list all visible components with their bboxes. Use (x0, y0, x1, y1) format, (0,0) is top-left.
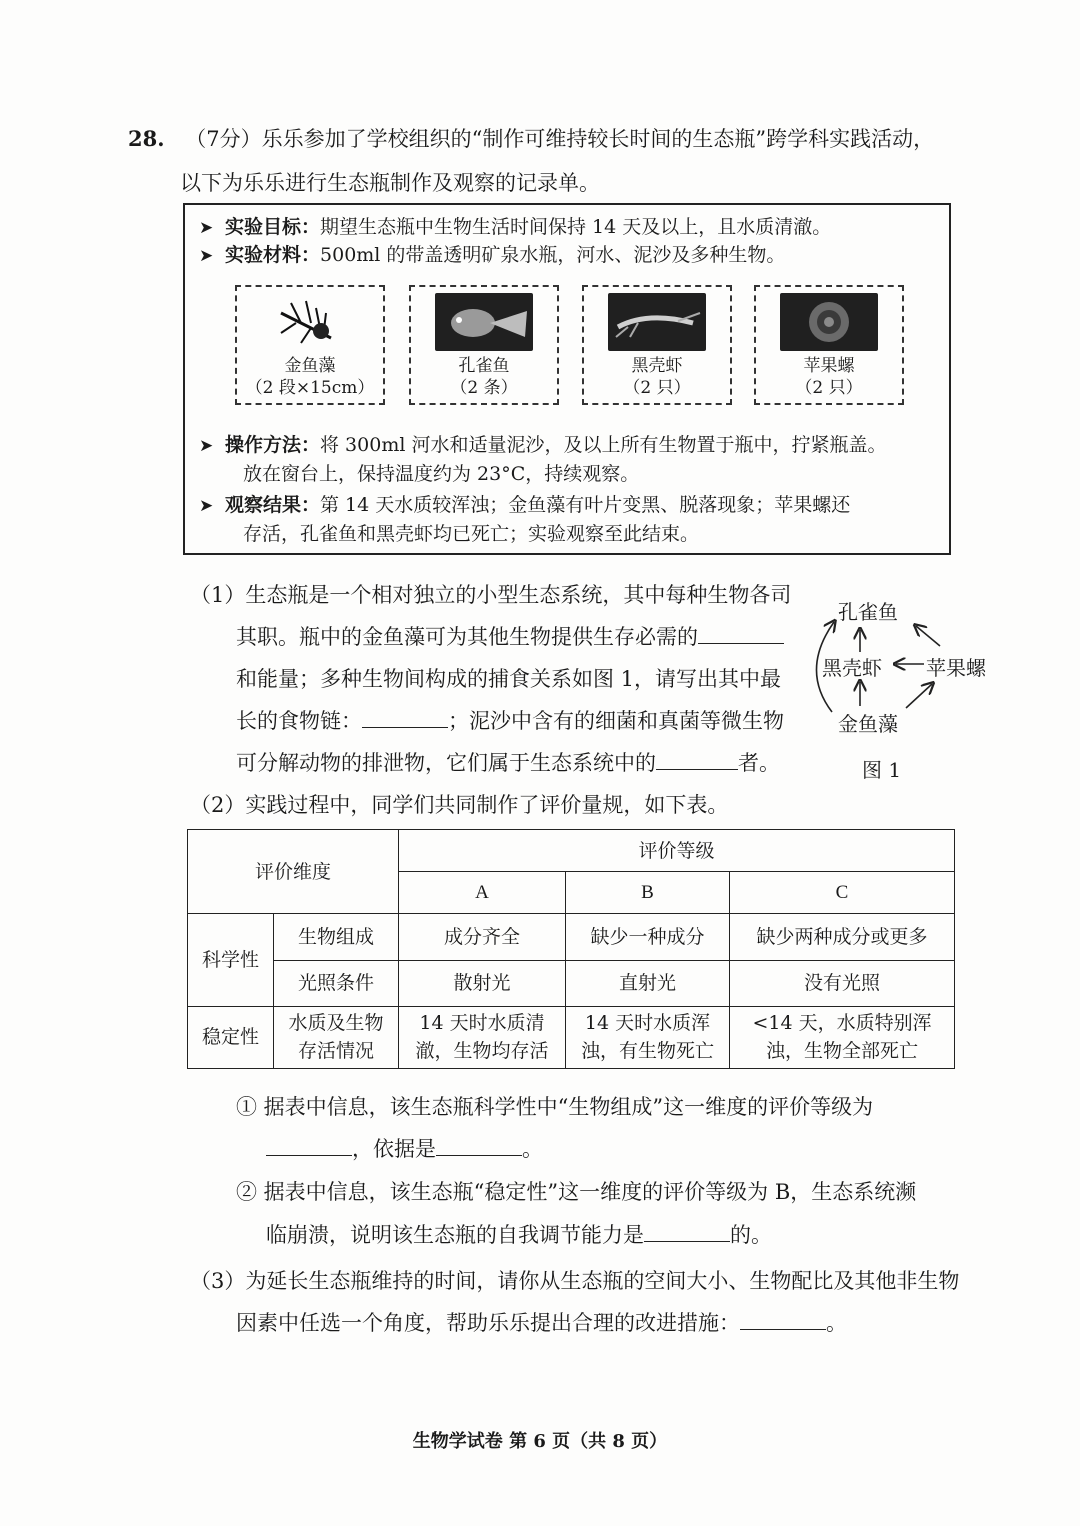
sub-light: 光照条件 (274, 960, 399, 1006)
stability-a-line2: 澈，生物均存活 (415, 1040, 549, 1063)
part1-line2 (236, 622, 784, 652)
sub-water-survival-line1: 水质及生物 (288, 1012, 384, 1035)
specimen-quantity: （2 只） (795, 378, 863, 398)
answer-blank-food-chain[interactable] (362, 707, 448, 728)
question-intro-line2: 以下为乐乐进行生态瓶制作及观察的记录单。 (180, 171, 600, 195)
composition-a: 成分齐全 (399, 914, 566, 960)
stability-a-line1: 14 天时水质清 (419, 1012, 545, 1035)
specimen-guppy (409, 285, 559, 405)
part3-line2 (236, 1308, 847, 1338)
part3-line1: （3）为延长生态瓶维持的时间，请你从生态瓶的空间大小、生物配比及其他非生物 (190, 1269, 960, 1293)
specimen-shrimp (582, 285, 732, 405)
node-hornwort: 金鱼藻 (838, 712, 898, 736)
grade-a: A (399, 872, 566, 914)
method-label: 操作方法： (225, 434, 321, 456)
sub-water-survival (274, 1006, 399, 1068)
result-label: 观察结果： (225, 494, 321, 516)
arrowhead-bullet-icon: ➤ (199, 246, 214, 266)
part1-line4 (236, 706, 784, 736)
composition-b: 缺少一种成分 (566, 914, 730, 960)
result-text-2: 存活，孔雀鱼和黑壳虾均已死亡；实验观察至此结束。 (243, 523, 700, 545)
answer-blank-reason[interactable] (436, 1135, 522, 1156)
stability-c (730, 1006, 955, 1068)
result-text-1: 第 14 天水质较浑浊；金鱼藻有叶片变黑、脱落现象；苹果螺还 (320, 494, 851, 516)
part1-line4-text-b: ；泥沙中含有的细菌和真菌等微生物 (448, 709, 784, 733)
figure1-caption: 图 1 (862, 758, 902, 782)
record-method (199, 431, 886, 460)
question-number: 28. (128, 126, 165, 151)
question-intro-line1: （7分）乐乐参加了学校组织的“制作可维持较长时间的生态瓶”跨学科实践活动， (185, 127, 935, 151)
part2-q1-text-b: ，依据是 (352, 1137, 436, 1161)
specimen-name: 黑壳虾 (631, 356, 683, 376)
grade-c: C (730, 872, 955, 914)
header-dimension: 评价维度 (188, 830, 399, 914)
node-apple-snail: 苹果螺 (926, 656, 986, 680)
specimen-quantity: （2 段×15cm） (245, 378, 375, 398)
materials-text: 500ml 的带盖透明矿泉水瓶，河水、泥沙及多种生物。 (320, 244, 786, 266)
light-a: 散射光 (399, 960, 566, 1006)
grade-b: B (566, 872, 730, 914)
apple-snail-photo (780, 293, 878, 351)
goal-label: 实验目标： (225, 216, 321, 238)
method-text-2: 放在窗台上，保持温度约为 23°C，持续观察。 (243, 463, 640, 485)
category-stability: 稳定性 (188, 1006, 274, 1068)
part1-line2-text: 其职。瓶中的金鱼藻可为其他生物提供生存必需的 (236, 625, 698, 649)
answer-blank-regulation[interactable] (644, 1221, 730, 1242)
header-grade: 评价等级 (399, 830, 955, 872)
record-materials (199, 241, 785, 270)
specimen-quantity: （2 条） (450, 378, 518, 398)
record-sheet (183, 203, 951, 555)
stability-b-line1: 14 天时水质浑 (584, 1012, 711, 1035)
part2-q1-line2 (266, 1134, 543, 1164)
specimen-hornwort (235, 285, 385, 405)
arrowhead-bullet-icon: ➤ (199, 218, 214, 238)
node-guppy: 孔雀鱼 (838, 600, 898, 624)
goal-text: 期望生态瓶中生物生活时间保持 14 天及以上，且水质清澈。 (320, 216, 832, 238)
part2-q2-text-b: 临崩溃，说明该生态瓶的自我调节能力是 (266, 1223, 644, 1247)
composition-c: 缺少两种成分或更多 (730, 914, 955, 960)
light-c: 没有光照 (730, 960, 955, 1006)
figure1-food-web (800, 590, 1000, 790)
stability-b (566, 1006, 730, 1068)
specimen-quantity: （2 只） (623, 378, 691, 398)
record-result (199, 491, 850, 520)
evaluation-rubric-table (187, 829, 955, 1069)
arrowhead-bullet-icon: ➤ (199, 436, 214, 456)
answer-blank-substance[interactable] (698, 623, 784, 644)
part1-line1: （1）生态瓶是一个相对独立的小型生态系统，其中每种生物各司 (190, 583, 792, 607)
category-scientific: 科学性 (188, 914, 274, 1006)
stability-c-line2: 浊，生物全部死亡 (766, 1040, 919, 1063)
answer-blank-grade[interactable] (266, 1135, 352, 1156)
part3-line2-end: 。 (826, 1311, 847, 1335)
part3-line2-text: 因素中任选一个角度，帮助乐乐提出合理的改进措施： (236, 1311, 740, 1335)
answer-blank-decomposer[interactable] (656, 749, 738, 770)
specimen-name: 孔雀鱼 (458, 356, 510, 376)
stability-a (399, 1006, 566, 1068)
guppy-photo (435, 293, 533, 351)
method-text-1: 将 300ml 河水和适量泥沙，及以上所有生物置于瓶中，拧紧瓶盖。 (320, 434, 887, 456)
arrowhead-bullet-icon: ➤ (199, 496, 214, 516)
materials-label: 实验材料： (225, 244, 321, 266)
page-footer: 生物学试卷 第 6 页（共 8 页） (412, 1431, 668, 1452)
shrimp-photo (608, 293, 706, 351)
question-header (128, 124, 934, 154)
part2-q2-line2 (266, 1220, 772, 1250)
part2-q1-line1: ① 据表中信息，该生态瓶科学性中“生物组成”这一维度的评价等级为 (236, 1095, 874, 1119)
part1-line5-text-a: 可分解动物的排泄物，它们属于生态系统中的 (236, 751, 656, 775)
part1-line3: 和能量；多种生物间构成的捕食关系如图 1，请写出其中最 (236, 667, 782, 691)
part2-q2-text-c: 的。 (730, 1223, 772, 1247)
part2-q2-line1: ② 据表中信息，该生态瓶“稳定性”这一维度的评价等级为 B，生态系统濒 (236, 1180, 917, 1204)
sub-water-survival-line2: 存活情况 (298, 1040, 375, 1063)
part1-line4-text-a: 长的食物链： (236, 709, 362, 733)
light-b: 直射光 (566, 960, 730, 1006)
specimen-name: 金鱼藻 (284, 356, 336, 376)
part2-intro: （2）实践过程中，同学们共同制作了评价量规，如下表。 (190, 793, 729, 817)
sub-composition: 生物组成 (274, 914, 399, 960)
stability-c-line1: <14 天，水质特别浑 (752, 1012, 932, 1035)
stability-b-line2: 浊，有生物死亡 (581, 1040, 715, 1063)
answer-blank-improvement[interactable] (740, 1309, 826, 1330)
part2-q1-text-c: 。 (522, 1137, 543, 1161)
record-goal (199, 213, 831, 242)
specimen-apple-snail (754, 285, 904, 405)
part1-line5 (236, 748, 780, 778)
specimen-name: 苹果螺 (803, 356, 855, 376)
hornwort-photo (261, 293, 359, 351)
node-shrimp: 黑壳虾 (822, 656, 882, 680)
part1-line5-text-b: 者。 (738, 751, 780, 775)
